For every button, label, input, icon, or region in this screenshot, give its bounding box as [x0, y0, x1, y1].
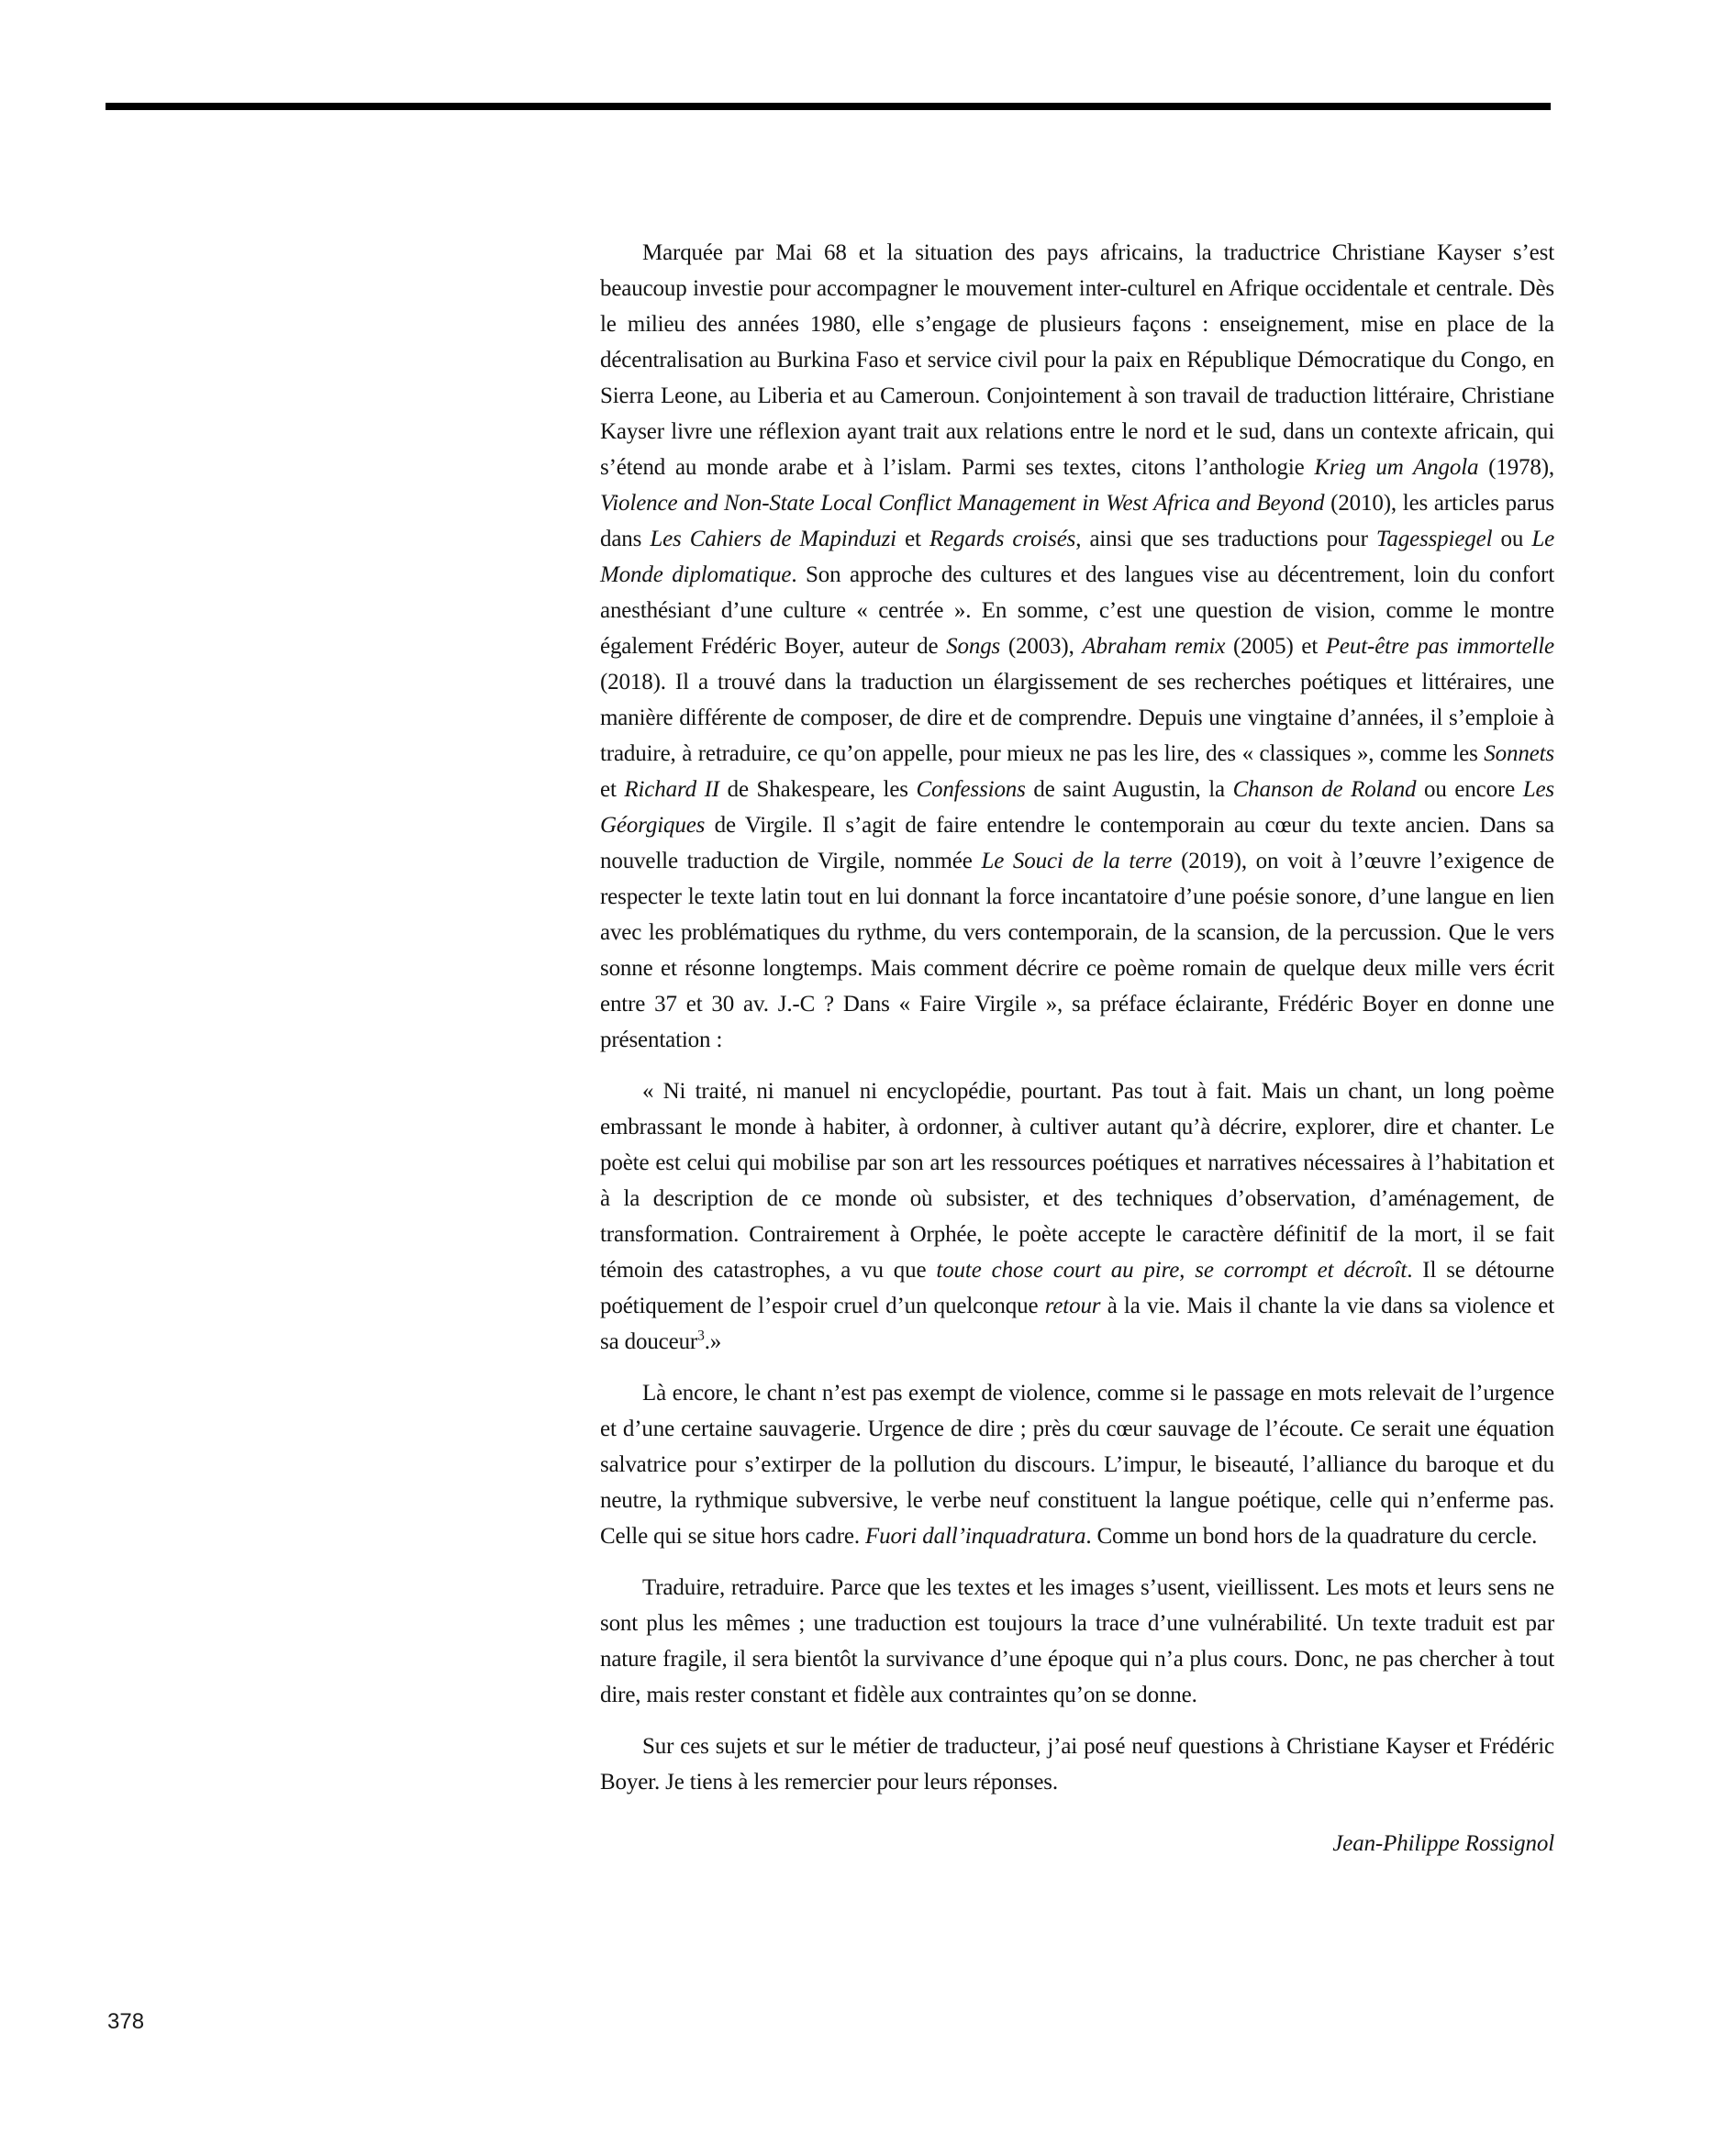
text-segment: (1978),: [1478, 455, 1555, 480]
italic-segment: Confessions: [916, 777, 1026, 802]
text-segment: Là encore, le chant n’est pas exempt de violence, comme si le passage en mots relevait de l’urgence et d’une certaine sauvagerie. Urgence de dire ; près du cœur sauvage de l’écoute. Ce serait une équation salvatrice pour s’extirper de la pollution du discours. L’impur, le biseauté, l’alliance du baroque et du neutre, la rythmique subversive, le verbe neuf constituent la langue poétique, celle qui n’enferme pas. Celle qui se situe hors cadre.: [600, 1381, 1554, 1549]
text-segment: (2019), on voit à l’œuvre l’exigence de respecter le texte latin tout en lui donnant la force incantatoire d’une poésie sonore, d’une langue en lien avec les problématiques du rythme, du vers contemporain, de la scansion, de la percussion. Que le vers sonne et résonne longtemps. Mais comment décrire ce poème romain de quelque deux mille vers écrit entre 37 et 30 av. J.-C ? Dans « Faire Virgile », sa préface éclairante, Frédéric Boyer en donne une présentation :: [600, 849, 1554, 1052]
text-segment: Marquée par Mai 68 et la situation des pays africains, la traductrice Christiane Kayser s’est beaucoup investie pour accompagner le mouvement inter-culturel en Afrique occidentale et centrale. Dès le milieu des années 1980, elle s’engage de plusieurs façons : enseignement, mise en place de la décentralisation au Burkina Faso et service civil pour la paix en République Démocratique du Congo, en Sierra Leone, au Liberia et au Cameroun. Conjointement à son travail de traduction littéraire, Christiane Kayser livre une réflexion ayant trait aux relations entre le nord et le sud, dans un contexte africain, qui s’étend au monde arabe et à l’islam. Parmi ses textes, citons l’anthologie: [600, 240, 1554, 480]
italic-segment: Regards croisés: [929, 527, 1076, 551]
text-segment: . Il se détourne poétiquement de l’espoir cruel d’un quelconque: [600, 1258, 1554, 1318]
paragraph: [600, 235, 1554, 1058]
italic-segment: Songs: [946, 634, 1001, 659]
page-number: 378: [107, 2009, 145, 2034]
text-segment: (2005) et: [1225, 634, 1326, 659]
text-segment: à la vie. Mais il chante la vie dans sa violence et sa douceur: [600, 1294, 1554, 1354]
text-segment: ou: [1492, 527, 1532, 551]
text-segment: de Shakespeare, les: [718, 777, 917, 802]
text-segment: (2010), les articles parus dans: [600, 491, 1554, 551]
paragraph: [600, 1728, 1554, 1800]
text-segment: « Ni traité, ni manuel ni encyclopédie, pourtant. Pas tout à fait. Mais un chant, un long poème embrassant le monde à habiter, à ordonner, à cultiver autant qu’à décrire, explorer, dire et chanter. Le poète est celui qui mobilise par son art les ressources poétiques et narratives nécessaires à l’habitation et à la description de ce monde où subsister, et des techniques d’observation, d’aménagement, de transformation. Contrairement à Orphée, le poète accepte le caractère définitif de la mort, il se fait témoin des catastrophes, a vu que: [600, 1079, 1554, 1283]
text-segment: ou encore: [1416, 777, 1523, 802]
text-segment: , ainsi que ses traductions pour: [1075, 527, 1376, 551]
italic-segment: Tagesspiegel: [1375, 527, 1493, 551]
italic-segment: Sonnets: [1484, 741, 1554, 766]
header-rule: [106, 103, 1551, 110]
text-segment: de Virgile. Il s’agit de faire entendre le contemporain au cœur du texte ancien. Dans sa nouvelle traduction de Virgile, nommée: [600, 813, 1554, 873]
footnote-marker: 3: [697, 1328, 705, 1344]
italic-segment: Fuori dall’inquadratura: [865, 1524, 1086, 1549]
italic-segment: Krieg um Angola: [1314, 455, 1479, 480]
italic-segment: retour: [1044, 1294, 1101, 1318]
italic-segment: Le Souci de la terre: [981, 849, 1173, 873]
italic-segment: toute chose court au pire, se corrompt et décroît: [936, 1258, 1408, 1283]
paragraph: [600, 1570, 1554, 1713]
article-paragraphs: [600, 235, 1554, 1800]
italic-segment: Le Monde diplomatique: [600, 527, 1555, 587]
text-segment: .»: [704, 1329, 722, 1354]
text-segment: de saint Augustin, la: [1025, 777, 1233, 802]
italic-segment: Peut-être pas immortelle: [1325, 634, 1554, 659]
text-segment: et: [600, 777, 625, 802]
article-body: [600, 235, 1554, 1861]
italic-segment: Chanson de Roland: [1232, 777, 1417, 802]
italic-segment: Abraham remix: [1082, 634, 1226, 659]
text-segment: . Son approche des cultures et des langues vise au décentrement, loin du confort anesthésiant d’une culture « centrée ». En somme, c’est une question de vision, comme le montre également Frédéric Boyer, auteur de: [600, 562, 1555, 659]
paragraph: [600, 1375, 1554, 1554]
text-segment: (2018). Il a trouvé dans la traduction un élargissement de ses recherches poétiques et littéraires, une manière différente de composer, de dire et de comprendre. Depuis une vingtaine d’années, il s’emploie à traduire, à retraduire, ce qu’on appelle, pour mieux ne pas les lire, des « classiques », comme les: [600, 670, 1554, 766]
text-segment: Traduire, retraduire. Parce que les textes et les images s’usent, vieillissent. Les mots et leurs sens ne sont plus les mêmes ; une traduction est toujours la trace d’une vulnérabilité. Un texte traduit est par nature fragile, il sera bientôt la survivance d’une époque qui n’a plus cours. Donc, ne pas chercher à tout dire, mais rester constant et fidèle aux contraintes qu’on se donne.: [600, 1575, 1554, 1707]
text-segment: (2003),: [1000, 634, 1083, 659]
text-segment: et: [896, 527, 929, 551]
italic-segment: Les Géorgiques: [600, 777, 1555, 838]
text-segment: Sur ces sujets et sur le métier de traducteur, j’ai posé neuf questions à Christiane Kayser et Frédéric Boyer. Je tiens à les remercier pour leurs réponses.: [600, 1734, 1554, 1795]
italic-segment: Violence and Non-State Local Conflict Management in West Africa and Beyond: [600, 491, 1325, 516]
italic-segment: Richard II: [624, 777, 719, 802]
author-signature: Jean-Philippe Rossignol: [1332, 1831, 1554, 1856]
text-segment: . Comme un bond hors de la quadrature du cercle.: [1085, 1524, 1538, 1549]
italic-segment: Les Cahiers de Mapinduzi: [650, 527, 896, 551]
paragraph: [600, 1073, 1554, 1360]
